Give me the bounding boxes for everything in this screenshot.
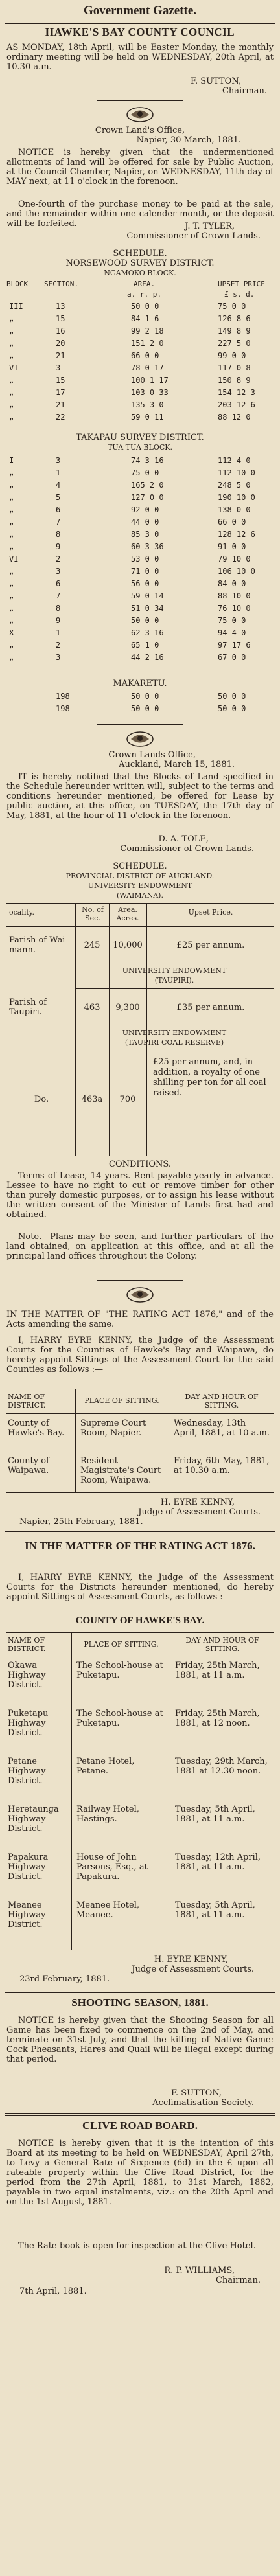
cell-area: 50 0 0: [131, 302, 159, 311]
table-vline: [71, 1632, 72, 1950]
takapau-district: TAKAPAU SURVEY DISTRICT.: [76, 433, 204, 442]
cell-section: 3: [56, 653, 61, 662]
cell-area: 44 2 16: [131, 653, 164, 662]
rating2-title: IN THE MATTER OF THE RATING ACT 1876.: [25, 1540, 255, 1552]
crown2-cond-text: Terms of Lease, 14 years. Rent payable yearly in advance. Lessee to have no right to cut or remove timber for other than purely domestic purposes, or to assign his lease without the written consent of the Minister of Lands first had and obtained.: [6, 1171, 274, 1220]
cell-section: 5: [56, 493, 61, 502]
col-area: Area. Acres.: [116, 906, 139, 922]
table-row: [4, 493, 276, 505]
cell-block: „: [9, 530, 14, 539]
r2-place: The School-house at Puketapu.: [76, 1661, 163, 1680]
table-row: [4, 302, 276, 314]
cell-price: 50 0 0: [218, 692, 246, 701]
table-row: [4, 554, 276, 567]
table-row: [4, 628, 276, 641]
cell-block: „: [9, 413, 14, 422]
cell-price: 227 5 0: [218, 339, 251, 348]
table-rule: [6, 1492, 274, 1493]
cell-area: 66 0 0: [131, 351, 159, 360]
cell-block: „: [9, 351, 14, 360]
cell-price: 75 0 0: [218, 616, 246, 625]
crown2-schedule: SCHEDULE.: [113, 861, 167, 871]
cell-area: 50 0 0: [131, 692, 159, 701]
clive-date: 7th April, 1881.: [19, 2286, 87, 2296]
table-vline: [75, 1389, 76, 1492]
cell-block: „: [9, 604, 14, 613]
table-row: [4, 542, 276, 554]
cell-price: 79 10 0: [218, 554, 251, 564]
cell-block: „: [9, 481, 14, 490]
table-row: [4, 326, 276, 339]
cell-area: 50 0 0: [131, 616, 159, 625]
cell-area: 59 0 14: [131, 591, 164, 600]
col-area: AREA.: [134, 280, 156, 288]
cell-area: 127 0 0: [131, 493, 164, 502]
cell-block: „: [9, 314, 14, 323]
r2-place: Meanee Hotel, Meanee.: [76, 1900, 140, 1920]
cell-section: 6: [56, 505, 61, 514]
table-rule: [6, 926, 274, 927]
r1-district-1: County of Hawke's Bay.: [8, 1419, 65, 1438]
r1-place-1: Supreme Court Room, Napier.: [80, 1419, 146, 1438]
cell-block: „: [9, 505, 14, 514]
crown2-note: Note.—Plans may be seen, and further particulars of the land obtained, on application at this office, and at all the principal land offices throughout the Colony.: [6, 1232, 274, 1261]
cell-section: 6: [56, 579, 61, 588]
cell-section: 17: [56, 388, 65, 397]
crest-icon: [122, 1285, 158, 1303]
cell-area: 84 1 6: [131, 314, 159, 323]
section-rule: [5, 2113, 275, 2116]
cell-area: 75 0 0: [131, 468, 159, 477]
takapau-block: TUA TUA BLOCK.: [108, 443, 172, 451]
cell-price: 190 10 0: [218, 493, 255, 502]
cell-block: „: [9, 400, 14, 409]
cell-price: 75 0 0: [218, 302, 246, 311]
col-price: Upset Price.: [188, 908, 233, 917]
cell-price: 67 0 0: [218, 653, 246, 662]
crest-icon: [122, 729, 158, 747]
cell-price: 128 12 6: [218, 530, 255, 539]
r2-district: Heretaunga Highway District.: [8, 1805, 59, 1834]
crown1-signer: J. T. TYLER,: [185, 222, 235, 231]
cell-price: 91 0 0: [218, 542, 246, 551]
table-row: [4, 518, 276, 530]
col-no: No. of Sec.: [82, 906, 104, 922]
table-row: [4, 567, 276, 579]
rating1-title: IN THE MATTER OF "THE RATING ACT 1876," and of the Acts amending the same.: [6, 1310, 274, 1329]
cell-price: 88 10 0: [218, 591, 251, 600]
cell-section: 20: [56, 339, 65, 348]
cell-price: 99 0 0: [218, 351, 246, 360]
table-row: [4, 579, 276, 591]
lease-price-1: £25 per annum.: [176, 940, 245, 950]
cell-area: 65 1 0: [131, 641, 159, 650]
cell-area: 92 0 0: [131, 505, 159, 514]
council-text-body: AS MONDAY, 18th April, will be Easter Monday, the monthly ordinary meeting will be held on WEDNESDAY, 20th April, at 10.30 a.m.: [6, 43, 274, 72]
lease-no-1: 245: [84, 940, 100, 950]
table-row: [4, 591, 276, 604]
cell-block: „: [9, 567, 14, 576]
table-row: [4, 692, 276, 704]
rating1-role: Judge of Assessment Courts.: [138, 1507, 261, 1517]
cell-block: „: [9, 542, 14, 551]
rating2-signer: H. EYRE KENNY,: [154, 1955, 228, 1965]
crown1-text: NOTICE is hereby given that the undermentioned allotments of land will be offered for sale by Public Auction, at the Council Chamber, Napier, on WEDNESDAY, 11th day of MAY next, at 11 o'clock in the forenoon.: [6, 148, 274, 187]
cell-section: 2: [56, 641, 61, 650]
divider: [97, 724, 183, 725]
cell-area: 62 3 16: [131, 628, 164, 637]
cell-price: 154 12 3: [218, 388, 255, 397]
rating2-date: 23rd February, 1881.: [19, 1974, 110, 1984]
cell-price: 76 10 0: [218, 604, 251, 613]
cell-price: 126 8 6: [218, 314, 251, 323]
cell-section: 198: [56, 692, 70, 701]
r2-col-place: PLACE OF SITTING.: [84, 1640, 159, 1648]
shooting-text: NOTICE is hereby given that the Shooting Season for all Game has been fixed to commence on the 2nd of May, and terminate on 31st July, and that the killing of Native Game: Cock Pheasants, Hares and Quail will be illegal except during that period.: [6, 2016, 274, 2064]
crown2-text: IT is hereby notified that the Blocks of Land specified in the Schedule hereunder written will, subject to the terms and conditions hereunder mentioned, be offered for Lease by public auction, at this office, on TUESDAY, the 17th day of May, 1881, at the hour of 11 o'clock in the forenoon.: [6, 772, 274, 821]
cell-price: 138 0 0: [218, 505, 251, 514]
cell-block: „: [9, 493, 14, 502]
r2-day: Tuesday, 29th March, 1881 at 12.30 noon.: [175, 1757, 268, 1776]
cell-area: 44 0 0: [131, 518, 159, 527]
gazette-title: Government Gazette.: [83, 4, 197, 17]
r2-district: Meanee Highway District.: [8, 1900, 46, 1930]
cell-section: 22: [56, 413, 65, 422]
r2-place: The School-house at Puketapu.: [76, 1709, 163, 1728]
crown2-district: PROVINCIAL DISTRICT OF AUCKLAND.: [65, 872, 215, 880]
cell-area: 99 2 18: [131, 326, 164, 336]
crown2-office: Crown Lands Office,: [108, 750, 196, 760]
header-rule: [5, 21, 275, 24]
makaretu-title: MAKARETU.: [113, 679, 167, 689]
cell-section: 7: [56, 591, 61, 600]
table-row: [4, 388, 276, 400]
table-row: [4, 616, 276, 628]
r2-col-district: NAME OF DISTRICT.: [8, 1636, 46, 1653]
table-row: [4, 339, 276, 351]
lease-locality-3: Do.: [34, 1095, 49, 1104]
cell-area: 165 2 0: [131, 481, 164, 490]
cell-price: 248 5 0: [218, 481, 251, 490]
cell-block: „: [9, 579, 14, 588]
cell-block: I: [9, 456, 14, 465]
cell-area: 56 0 0: [131, 579, 159, 588]
cell-area: 50 0 0: [131, 704, 159, 713]
crown2-conditions: CONDITIONS.: [109, 1159, 171, 1169]
r1-place-2: Resident Magistrate's Court Room, Waipawa.: [80, 1456, 161, 1485]
cell-section: 8: [56, 530, 61, 539]
table-row: [4, 481, 276, 493]
rating1-signer: H. EYRE KENNY,: [160, 1498, 235, 1507]
cell-price: 203 12 6: [218, 400, 255, 409]
cell-block: VI: [9, 554, 19, 564]
cell-price: 84 0 0: [218, 579, 246, 588]
table-row: [4, 413, 276, 425]
clive-signer: R. P. WILLIAMS,: [164, 2266, 235, 2275]
rating1-date: Napier, 25th February, 1881.: [19, 1517, 143, 1527]
r1-district-2: County of Waipawa.: [8, 1456, 49, 1476]
crown2-endow2-sub: (TAUPIRI).: [154, 976, 194, 985]
cell-price: 149 8 9: [218, 326, 251, 336]
cell-price: 112 4 0: [218, 456, 251, 465]
cell-price: 117 0 8: [218, 363, 251, 372]
ngamoko-units: [4, 290, 276, 302]
table-rule: [6, 1413, 274, 1414]
r2-place: Petane Hotel, Petane.: [76, 1757, 135, 1776]
crown2-endow: UNIVERSITY ENDOWMENT: [88, 882, 192, 890]
table-row: [4, 314, 276, 326]
cell-section: 7: [56, 518, 61, 527]
r2-day: Tuesday, 5th April, 1881, at 11 a.m.: [175, 1900, 255, 1920]
col-price: UPSET PRICE: [218, 280, 265, 288]
col-locality: ocality.: [9, 908, 35, 917]
cell-block: „: [9, 388, 14, 397]
crown1-block: NGAMOKO BLOCK.: [104, 269, 176, 277]
cell-block: „: [9, 326, 14, 336]
clive-text: NOTICE is hereby given that it is the intention of this Board at its meeting to be held on WEDNESDAY, April 27th, to Levy a General Rate of Sixpence (6d) in the £ upon all rateable property within the Clive Road District, for the period from the 27th April, 1881, to 31st March, 1882, payable in two equal instalments, viz.: on the 20th April and on the 1st August, 1881.: [6, 2139, 274, 2207]
units-area: a. r. p.: [127, 290, 161, 299]
r2-col-day: DAY AND HOUR OF SITTING.: [185, 1636, 259, 1653]
cell-section: 3: [56, 363, 61, 372]
lease-no-2: 463: [84, 1003, 100, 1012]
r2-district: Puketapu Highway District.: [8, 1709, 49, 1738]
table-row: [4, 376, 276, 388]
r1-day-1: Wednesday, 13th April, 1881, at 10 a.m.: [174, 1419, 270, 1438]
r2-district: Papakura Highway District.: [8, 1852, 49, 1882]
table-rule: [6, 1632, 274, 1633]
lease-locality-2: Parish of Taupiri.: [9, 997, 47, 1017]
cell-block: „: [9, 376, 14, 385]
cell-area: 74 3 16: [131, 456, 164, 465]
table-row: [4, 400, 276, 413]
units-price: £ s. d.: [224, 290, 255, 299]
table-row: [4, 704, 276, 716]
crown2-endow3-sub: (TAUPIRI COAL RESERVE): [124, 1038, 224, 1047]
cell-section: 15: [56, 314, 65, 323]
council-signer: F. SUTTON,: [190, 76, 241, 86]
cell-section: 21: [56, 400, 65, 409]
cell-section: 1: [56, 468, 61, 477]
r2-district: Okawa Highway District.: [8, 1661, 46, 1690]
table-rule: [75, 988, 274, 989]
lease-locality-1: Parish of Wai-mann.: [9, 935, 68, 955]
lease-price-3: £25 per annum, and, in addition, a royalty of one shilling per ton for all coal raised.: [153, 1057, 266, 1098]
shooting-role: Acclimatisation Society.: [152, 2098, 254, 2108]
crown1-district: NORSEWOOD SURVEY DISTRICT.: [65, 258, 215, 268]
r2-day: Friday, 25th March, 1881, at 11 a.m.: [175, 1661, 260, 1680]
cell-area: 151 2 0: [131, 339, 164, 348]
council-text: [6, 43, 274, 73]
section-rule: [5, 1531, 275, 1534]
cell-price: 150 8 9: [218, 376, 251, 385]
lease-price-2: £35 per annum.: [176, 1003, 245, 1012]
cell-section: 9: [56, 616, 61, 625]
crown1-place: Napier, 30 March, 1881.: [136, 135, 241, 145]
cell-price: 106 10 0: [218, 567, 255, 576]
cell-block: „: [9, 653, 14, 662]
cell-section: 15: [56, 376, 65, 385]
table-row: [4, 505, 276, 518]
council-title: HAWKE'S BAY COUNTY COUNCIL: [45, 26, 235, 38]
crown1-schedule: SCHEDULE.: [113, 249, 167, 258]
r2-day: Tuesday, 5th April, 1881, at 11 a.m.: [175, 1805, 255, 1824]
cell-block: „: [9, 641, 14, 650]
crown1-office: Crown Land's Office,: [95, 126, 185, 135]
cell-section: 8: [56, 604, 61, 613]
cell-price: 112 10 0: [218, 468, 255, 477]
table-row: [4, 653, 276, 665]
cell-block: III: [9, 302, 23, 311]
clive-title: CLIVE ROAD BOARD.: [82, 2119, 198, 2132]
lease-no-3: 463a: [81, 1095, 103, 1104]
divider: [97, 100, 183, 101]
cell-section: 3: [56, 456, 61, 465]
cell-section: 16: [56, 326, 65, 336]
rating2-role: Judge of Assessment Courts.: [132, 1965, 254, 1974]
crown2-signer: D. A. TOLE,: [158, 834, 209, 844]
cell-section: 21: [56, 351, 65, 360]
r2-place: Railway Hotel, Hastings.: [76, 1805, 139, 1824]
r2-day: Friday, 25th March, 1881, at 12 noon.: [175, 1709, 260, 1728]
cell-area: 51 0 34: [131, 604, 164, 613]
divider: [97, 1280, 183, 1281]
r2-place: House of John Parsons, Esq., at Papakura.: [76, 1852, 148, 1882]
r1-col-district: NAME OF DISTRICT.: [8, 1393, 46, 1409]
crown2-role: Commissioner of Crown Lands.: [120, 844, 254, 854]
cell-area: 85 3 0: [131, 530, 159, 539]
cell-block: X: [9, 628, 14, 637]
table-row: [4, 456, 276, 468]
crown2-endow3: UNIVERSITY ENDOWMENT: [122, 1029, 227, 1037]
cell-block: „: [9, 616, 14, 625]
shooting-signer: F. SUTTON,: [170, 2088, 222, 2098]
crest-icon: [122, 105, 158, 123]
rating2-county: COUNTY OF HAWKE'S BAY.: [75, 1615, 205, 1626]
col-block: BLOCK: [6, 280, 29, 288]
table-row: [4, 363, 276, 376]
r2-day: Tuesday, 12th April, 1881, at 11 a.m.: [175, 1852, 261, 1872]
crown2-endow2: UNIVERSITY ENDOWMENT: [122, 966, 227, 975]
cell-block: „: [9, 339, 14, 348]
cell-section: 198: [56, 704, 70, 713]
table-rule: [6, 903, 274, 904]
col-section: SECTION.: [44, 280, 78, 288]
crown1-role: Commissioner of Crown Lands.: [126, 231, 261, 241]
table-row: [4, 604, 276, 616]
cell-area: 71 0 0: [131, 567, 159, 576]
clive-text2: The Rate-book is open for inspection at the Clive Hotel.: [18, 2241, 256, 2251]
lease-area-3: 700: [119, 1095, 136, 1104]
table-row: [4, 641, 276, 653]
rating1-text: I, HARRY EYRE KENNY, the Judge of the Assessment Courts for the Counties of Hawke's Bay and Waipawa, do hereby appoint Sittings of the Assessment Court for the said Counties as follows :—: [6, 1336, 274, 1374]
cell-section: 3: [56, 567, 61, 576]
cell-area: 103 0 33: [131, 388, 169, 397]
cell-area: 100 1 17: [131, 376, 169, 385]
cell-block: „: [9, 518, 14, 527]
cell-section: 1: [56, 628, 61, 637]
lease-area-1: 10,000: [113, 940, 143, 950]
cell-section: 4: [56, 481, 61, 490]
cell-price: 88 12 0: [218, 413, 251, 422]
cell-block: „: [9, 468, 14, 477]
cell-price: 66 0 0: [218, 518, 246, 527]
cell-area: 135 3 0: [131, 400, 164, 409]
cell-section: 9: [56, 542, 61, 551]
section-rule: [5, 1990, 275, 1993]
council-role: Chairman.: [222, 86, 267, 96]
table-row: [4, 530, 276, 542]
crown2-endow-sub: (WAIMANA).: [117, 891, 163, 900]
cell-area: 60 3 36: [131, 542, 164, 551]
cell-block: VI: [9, 363, 19, 372]
cell-price: 97 17 6: [218, 641, 251, 650]
r1-day-2: Friday, 6th May, 1881, at 10.30 a.m.: [174, 1456, 270, 1476]
cell-area: 78 0 17: [131, 363, 164, 372]
lease-area-2: 9,300: [115, 1003, 140, 1012]
cell-area: 59 0 11: [131, 413, 164, 422]
cell-area: 53 0 0: [131, 554, 159, 564]
shooting-title: SHOOTING SEASON, 1881.: [71, 1996, 209, 2009]
cell-section: 2: [56, 554, 61, 564]
crown1-text2: One-fourth of the purchase money to be paid at the sale, and the remainder within one calender month, or the deposit will be forfeited.: [6, 199, 274, 229]
rating2-text: I, HARRY EYRE KENNY, the Judge of the Assessment Courts for the Districts hereunder mentioned, do hereby appoint Sittings of Assessment Courts, as follows :—: [6, 1573, 274, 1602]
table-row: [4, 468, 276, 481]
r1-col-day: DAY AND HOUR OF SITTING.: [185, 1393, 259, 1409]
crown2-place: Auckland, March 15, 1881.: [119, 760, 235, 769]
cell-price: 94 4 0: [218, 628, 246, 637]
clive-role: Chairman.: [215, 2275, 261, 2285]
r2-district: Petane Highway District.: [8, 1757, 46, 1786]
cell-block: „: [9, 591, 14, 600]
r1-col-place: PLACE OF SITTING.: [84, 1396, 159, 1405]
cell-price: 50 0 0: [218, 704, 246, 713]
table-row: [4, 351, 276, 363]
cell-section: 13: [56, 302, 65, 311]
